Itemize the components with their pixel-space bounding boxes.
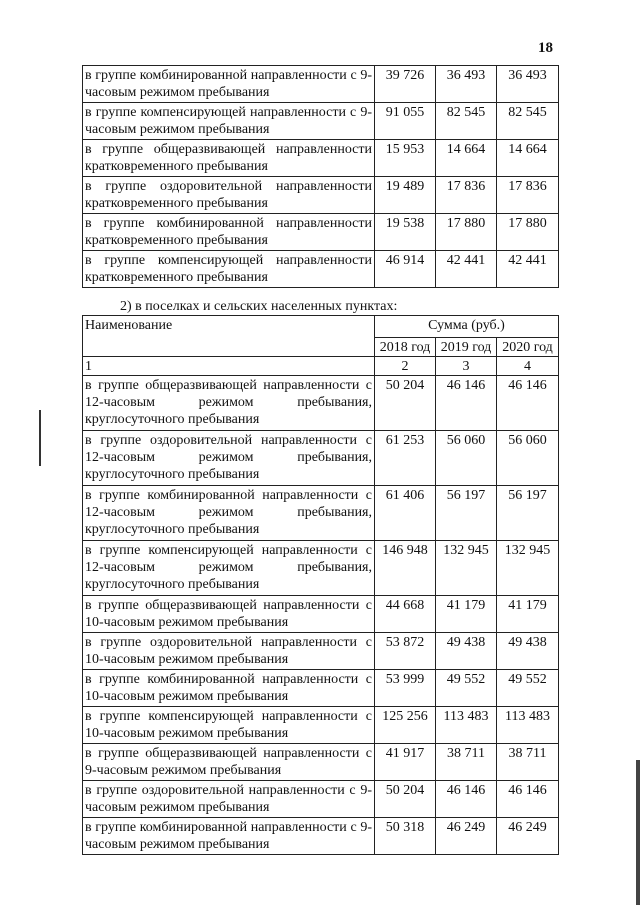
- value-2020: 132 945: [497, 541, 559, 596]
- header-sum: Сумма (руб.): [375, 316, 559, 338]
- table-row: [83, 140, 559, 177]
- row-name: в группе компенсирующей направленности с 9-часовым режимом пребывания: [83, 103, 375, 140]
- value-2020: 17 836: [497, 177, 559, 214]
- table-row: [83, 781, 559, 818]
- value-2019: 14 664: [436, 140, 497, 177]
- row-name: в группе комбинированной направленности с 9-часовым режимом пребывания: [83, 66, 375, 103]
- value-2019: 46 146: [436, 781, 497, 818]
- value-2020: 42 441: [497, 251, 559, 288]
- value-2020: 46 249: [497, 818, 559, 855]
- value-2020: 56 060: [497, 431, 559, 486]
- header-year-2018: 2018 год: [375, 338, 436, 357]
- table-row: [83, 177, 559, 214]
- value-2018: 50 204: [375, 376, 436, 431]
- value-2019: 56 197: [436, 486, 497, 541]
- value-2018: 15 953: [375, 140, 436, 177]
- value-2020: 56 197: [497, 486, 559, 541]
- row-name: в группе общеразвивающей направленности кратковременного пребывания: [83, 140, 375, 177]
- value-2018: 125 256: [375, 707, 436, 744]
- value-2019: 17 836: [436, 177, 497, 214]
- value-2019: 17 880: [436, 214, 497, 251]
- row-name: в группе общеразвивающей направленности с 12-часовым режимом пребывания, круглосуточного пребывания: [83, 376, 375, 431]
- header-name: Наименование: [83, 316, 375, 357]
- scan-edge-shadow: [636, 760, 640, 905]
- value-2020: 82 545: [497, 103, 559, 140]
- value-2018: 61 406: [375, 486, 436, 541]
- header-year-2019: 2019 год: [436, 338, 497, 357]
- table-row: [83, 66, 559, 103]
- col-number-3: 3: [436, 357, 497, 376]
- value-2020: 46 146: [497, 376, 559, 431]
- row-name: в группе комбинированной направленности с 12-часовым режимом пребывания, круглосуточного пребывания: [83, 486, 375, 541]
- row-name: в группе оздоровительной направленности с 12-часовым режимом пребывания, круглосуточного пребывания: [83, 431, 375, 486]
- page-number: 18: [538, 40, 553, 56]
- value-2018: 146 948: [375, 541, 436, 596]
- value-2020: 38 711: [497, 744, 559, 781]
- table-row: [83, 376, 559, 431]
- row-name: в группе общеразвивающей направленности с 10-часовым режимом пребывания: [83, 596, 375, 633]
- value-2020: 46 146: [497, 781, 559, 818]
- row-name: в группе компенсирующей направленности с 12-часовым режимом пребывания, круглосуточного пребывания: [83, 541, 375, 596]
- table-row: [83, 670, 559, 707]
- value-2019: 82 545: [436, 103, 497, 140]
- row-name: в группе компенсирующей направленности с 10-часовым режимом пребывания: [83, 707, 375, 744]
- value-2019: 42 441: [436, 251, 497, 288]
- row-name: в группе комбинированной направленности с 9-часовым режимом пребывания: [83, 818, 375, 855]
- table-continued: [82, 65, 559, 288]
- value-2020: 17 880: [497, 214, 559, 251]
- row-name: в группе оздоровительной направленности кратковременного пребывания: [83, 177, 375, 214]
- value-2018: 61 253: [375, 431, 436, 486]
- value-2019: 46 146: [436, 376, 497, 431]
- value-2020: 49 438: [497, 633, 559, 670]
- value-2019: 113 483: [436, 707, 497, 744]
- row-name: в группе комбинированной направленности кратковременного пребывания: [83, 214, 375, 251]
- col-number-1: 1: [83, 357, 375, 376]
- row-name: в группе компенсирующей направленности кратковременного пребывания: [83, 251, 375, 288]
- value-2019: 132 945: [436, 541, 497, 596]
- value-2019: 36 493: [436, 66, 497, 103]
- table-row: [83, 596, 559, 633]
- value-2018: 19 489: [375, 177, 436, 214]
- value-2020: 14 664: [497, 140, 559, 177]
- table-settlements: [82, 315, 559, 855]
- value-2018: 41 917: [375, 744, 436, 781]
- value-2018: 50 318: [375, 818, 436, 855]
- table-row: [83, 633, 559, 670]
- row-name: в группе оздоровительной направленности с 9-часовым режимом пребывания: [83, 781, 375, 818]
- value-2018: 53 872: [375, 633, 436, 670]
- value-2020: 36 493: [497, 66, 559, 103]
- value-2018: 50 204: [375, 781, 436, 818]
- scan-artifact-line: [39, 410, 41, 466]
- table-row: [83, 541, 559, 596]
- table-row: [83, 431, 559, 486]
- value-2019: 49 552: [436, 670, 497, 707]
- row-name: в группе комбинированной направленности с 10-часовым режимом пребывания: [83, 670, 375, 707]
- value-2018: 39 726: [375, 66, 436, 103]
- value-2018: 46 914: [375, 251, 436, 288]
- table-row: [83, 214, 559, 251]
- value-2019: 56 060: [436, 431, 497, 486]
- col-number-2: 2: [375, 357, 436, 376]
- table-row: [83, 486, 559, 541]
- value-2018: 44 668: [375, 596, 436, 633]
- row-name: в группе оздоровительной направленности с 10-часовым режимом пребывания: [83, 633, 375, 670]
- value-2019: 38 711: [436, 744, 497, 781]
- header-year-2020: 2020 год: [497, 338, 559, 357]
- row-name: в группе общеразвивающей направленности с 9-часовым режимом пребывания: [83, 744, 375, 781]
- value-2019: 46 249: [436, 818, 497, 855]
- value-2019: 41 179: [436, 596, 497, 633]
- value-2019: 49 438: [436, 633, 497, 670]
- table-row: [83, 818, 559, 855]
- value-2018: 91 055: [375, 103, 436, 140]
- table-row: [83, 744, 559, 781]
- value-2020: 41 179: [497, 596, 559, 633]
- table-row: [83, 103, 559, 140]
- col-number-4: 4: [497, 357, 559, 376]
- table-row: [83, 251, 559, 288]
- value-2020: 113 483: [497, 707, 559, 744]
- value-2020: 49 552: [497, 670, 559, 707]
- value-2018: 53 999: [375, 670, 436, 707]
- table-row: [83, 707, 559, 744]
- value-2018: 19 538: [375, 214, 436, 251]
- section-title: 2) в поселках и сельских населенных пунктах:: [120, 299, 398, 314]
